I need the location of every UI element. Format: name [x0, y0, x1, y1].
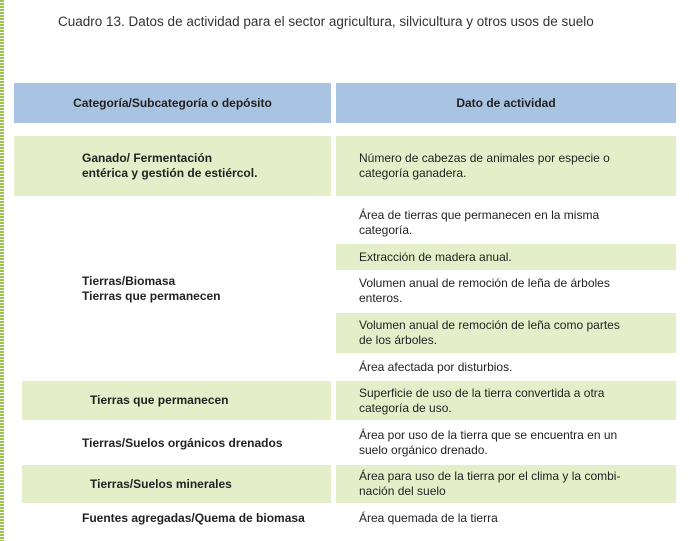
category-tierras-permanecen: Tierras que permanecen: [22, 381, 331, 420]
activity-tierras-biomasa-5: Área afectada por disturbios.: [359, 360, 513, 374]
page-border-stripe: [0, 0, 4, 541]
activity-tierras-biomasa-2: Extracción de madera anual.: [336, 244, 676, 270]
activity-tierras-biomasa-4: Volumen anual de remoción de leña como partes de los árboles.: [336, 313, 676, 353]
table-caption: Cuadro 13. Datos de actividad para el sector agricultura, silvicultura y otros usos de suelo: [58, 14, 594, 29]
activity-tierras-permanecen: Superficie de uso de la tierra convertida a otra categoría de uso.: [336, 381, 676, 420]
category-tierras-biomasa: Tierras/Biomasa Tierras que permanecen: [82, 274, 221, 303]
category-suelos-organicos: Tierras/Suelos orgánicos drenados: [82, 435, 283, 450]
header-activity: Dato de actividad: [336, 83, 676, 123]
activity-tierras-biomasa-3: Volumen anual de remoción de leña de árboles enteros.: [359, 276, 610, 305]
activity-suelos-organicos: Área por uso de la tierra que se encuentra en un suelo orgánico drenado.: [359, 428, 618, 457]
activity-quema-biomasa: Área quemada de la tierra: [359, 510, 498, 525]
category-suelos-minerales: Tierras/Suelos minerales: [22, 465, 331, 503]
category-quema-biomasa: Fuentes agregadas/Quema de biomasa: [82, 510, 305, 525]
header-category: Categoría/Subcategoría o depósito: [14, 83, 331, 123]
activity-tierras-biomasa-1: Área de tierras que permanecen en la misma categoría.: [359, 208, 600, 237]
activity-ganado: Número de cabezas de animales por especie o categoría ganadera.: [336, 136, 676, 196]
category-ganado: Ganado/ Fermentación entérica y gestión de estiércol.: [14, 136, 331, 196]
activity-suelos-minerales: Área para uso de la tierra por el clima y la combi- nación del suelo: [336, 465, 676, 503]
